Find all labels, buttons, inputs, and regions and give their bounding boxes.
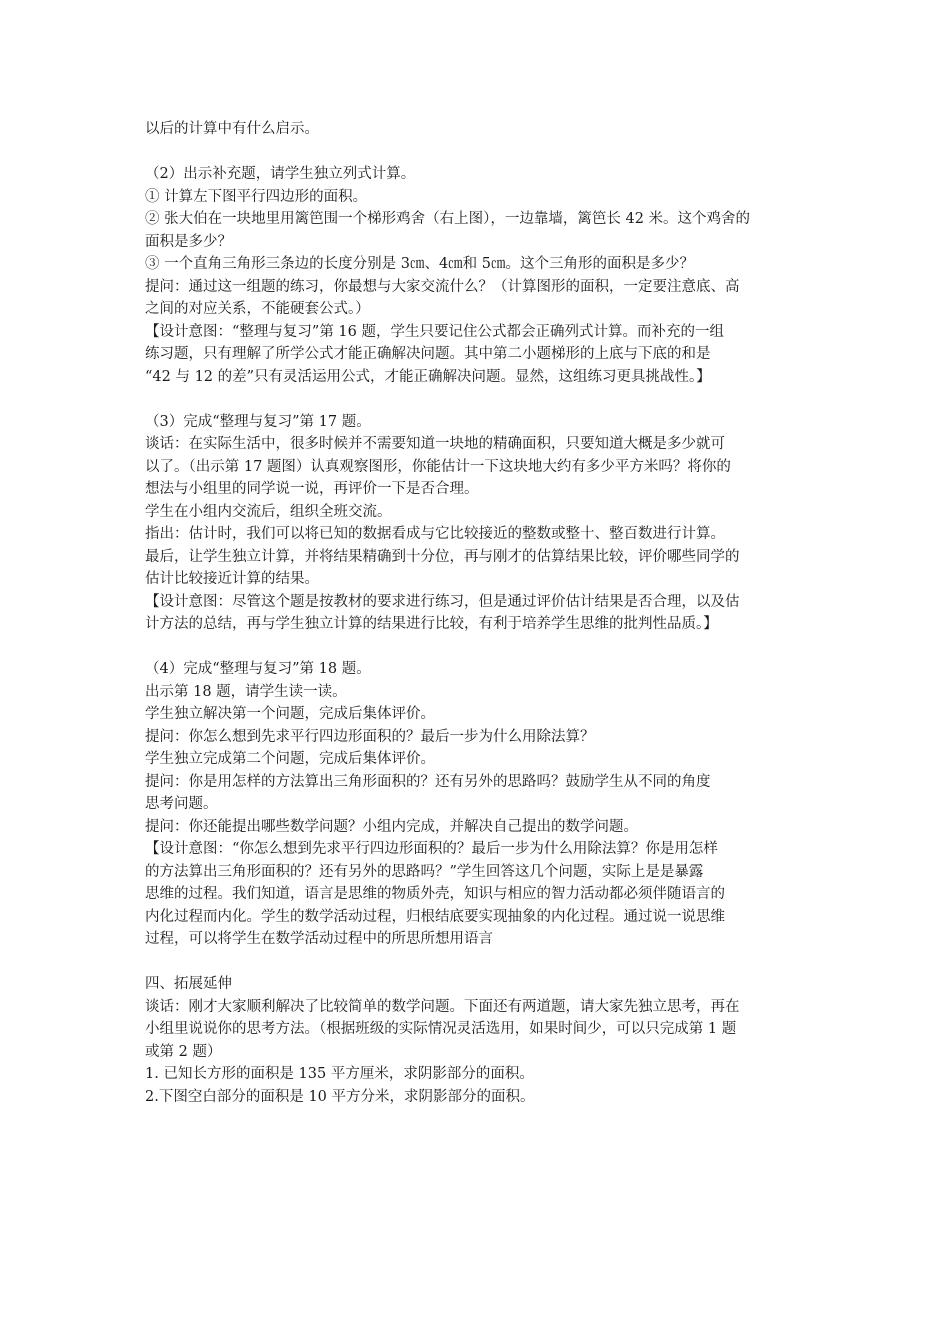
text-line: 1. 已知长方形的面积是 135 平方厘米，求阴影部分的面积。 [145,1066,534,1082]
text-line: 小组里说说你的思考方法。（根据班级的实际情况灵活选用，如果时间少，可以只完成第 1 题 [145,1021,737,1037]
text-line: 提问：你怎么想到先求平行四边形面积的？最后一步为什么用除法算？ [145,728,595,745]
text-line: 学生独立解决第一个问题，完成后集体评价。 [145,706,435,722]
text-line: （4）完成“整理与复习”第 18 题。 [145,661,371,677]
text-line: 提问：通过这一组题的练习，你最想与大家交流什么？（计算图形的面积，一定要注意底、高 [145,278,740,295]
text-line: ③ 一个直角三角形三条边的长度分别是 3㎝、4㎝和 5㎝。这个三角形的面积是多少？ [145,256,695,272]
text-line: 谈话：刚才大家顺利解决了比较简单的数学问题。下面还有两道题，请大家先独立思考，再在 [145,998,740,1015]
text-line: 指出：估计时，我们可以将已知的数据看成与它比较接近的整数或整十、整百数进行计算。 [145,526,725,542]
text-line: 【设计意图：尽管这个题是按教材的要求进行练习，但是通过评价估计结果是否合理，以及估 [145,593,740,610]
text-line: 谈话：在实际生活中，很多时候并不需要知道一块地的精确面积，只要知道大概是多少就可 [145,436,725,452]
text-line: 过程，可以将学生在数学活动过程中的所思所想用语言 [145,931,493,947]
text-line: 【设计意图：“你怎么想到先求平行四边形面积的？最后一步为什么用除法算？你是用怎样 [145,841,718,857]
document-page [145,118,810,1108]
text-line: 想法与小组里的同学说一说，再评价一下是否合理。 [145,481,479,497]
text-line: 计方法的总结，再与学生独立计算的结果进行比较，有利于培养学生思维的批判性品质。】 [145,616,718,632]
paragraph-gap [145,636,810,659]
text-line: “42 与 12 的差”只有灵活运用公式，才能正确解决问题。显然，这组练习更具挑战性。】 [145,368,711,385]
text-line: 或第 2 题） [145,1043,222,1060]
text-line: （2）出示补充题，请学生独立列式计算。 [145,166,416,182]
text-line: 估计比较接近计算的结果。 [145,571,319,587]
text-line: 学生在小组内交流后，组织全班交流。 [145,503,392,520]
paragraph-gap [145,388,810,411]
text-line: 2.下图空白部分的面积是 10 平方分米，求阴影部分的面积。 [145,1088,535,1105]
text-line: 提问：你是用怎样的方法算出三角形面积的？还有另外的思路吗？鼓励学生从不同的角度 [145,773,711,790]
text-line: 的方法算出三角形面积的？还有另外的思路吗？”学生回答这几个问题，实际上是是暴露 [145,863,704,880]
text-line: 思维的过程。我们知道，语言是思维的物质外壳，知识与相应的智力活动都必须伴随语言的 [145,886,725,902]
text-line: 学生独立完成第二个问题，完成后集体评价。 [145,751,435,767]
text-line: 思考问题。 [145,796,218,812]
text-line: 最后，让学生独立计算，并将结果精确到十分位，再与刚才的估算结果比较，评价哪些同学的 [145,548,740,565]
text-line: （3）完成“整理与复习”第 17 题。 [145,413,371,430]
text-line: 以了。（出示第 17 题图）认真观察图形，你能估计一下这块地大约有多少平方米吗？将你的 [145,458,731,475]
text-line: 提问：你还能提出哪些数学问题？小组内完成，并解决自己提出的数学问题。 [145,818,638,835]
text-line: 内化过程而内化。学生的数学活动过程，归根结底要实现抽象的内化过程。通过说一说思维 [145,908,725,925]
text-line: 出示第 18 题，请学生读一读。 [145,683,347,700]
paragraph-gap [145,951,810,974]
text-line: ① 计算左下图平行四边形的面积。 [145,188,368,205]
text-line: 以后的计算中有什么启示。 [145,121,319,137]
text-line: 四、拓展延伸 [145,976,232,992]
paragraph-gap [145,141,810,164]
text-line: 之间的对应关系，不能硬套公式。） [145,301,370,317]
text-line: 面积是多少？ [145,233,232,250]
text-line: 练习题，只有理解了所学公式才能正确解决问题。其中第二小题梯形的上底与下底的和是 [145,346,711,362]
text-line: ② 张大伯在一块地里用篱笆围一个梯形鸡舍（右上图），一边靠墙，篱笆长 42 米。这个鸡舍的 [145,211,751,227]
text-line: 【设计意图：“整理与复习”第 16 题，学生只要记住公式都会正确列式计算。而补充的一组 [145,323,724,340]
